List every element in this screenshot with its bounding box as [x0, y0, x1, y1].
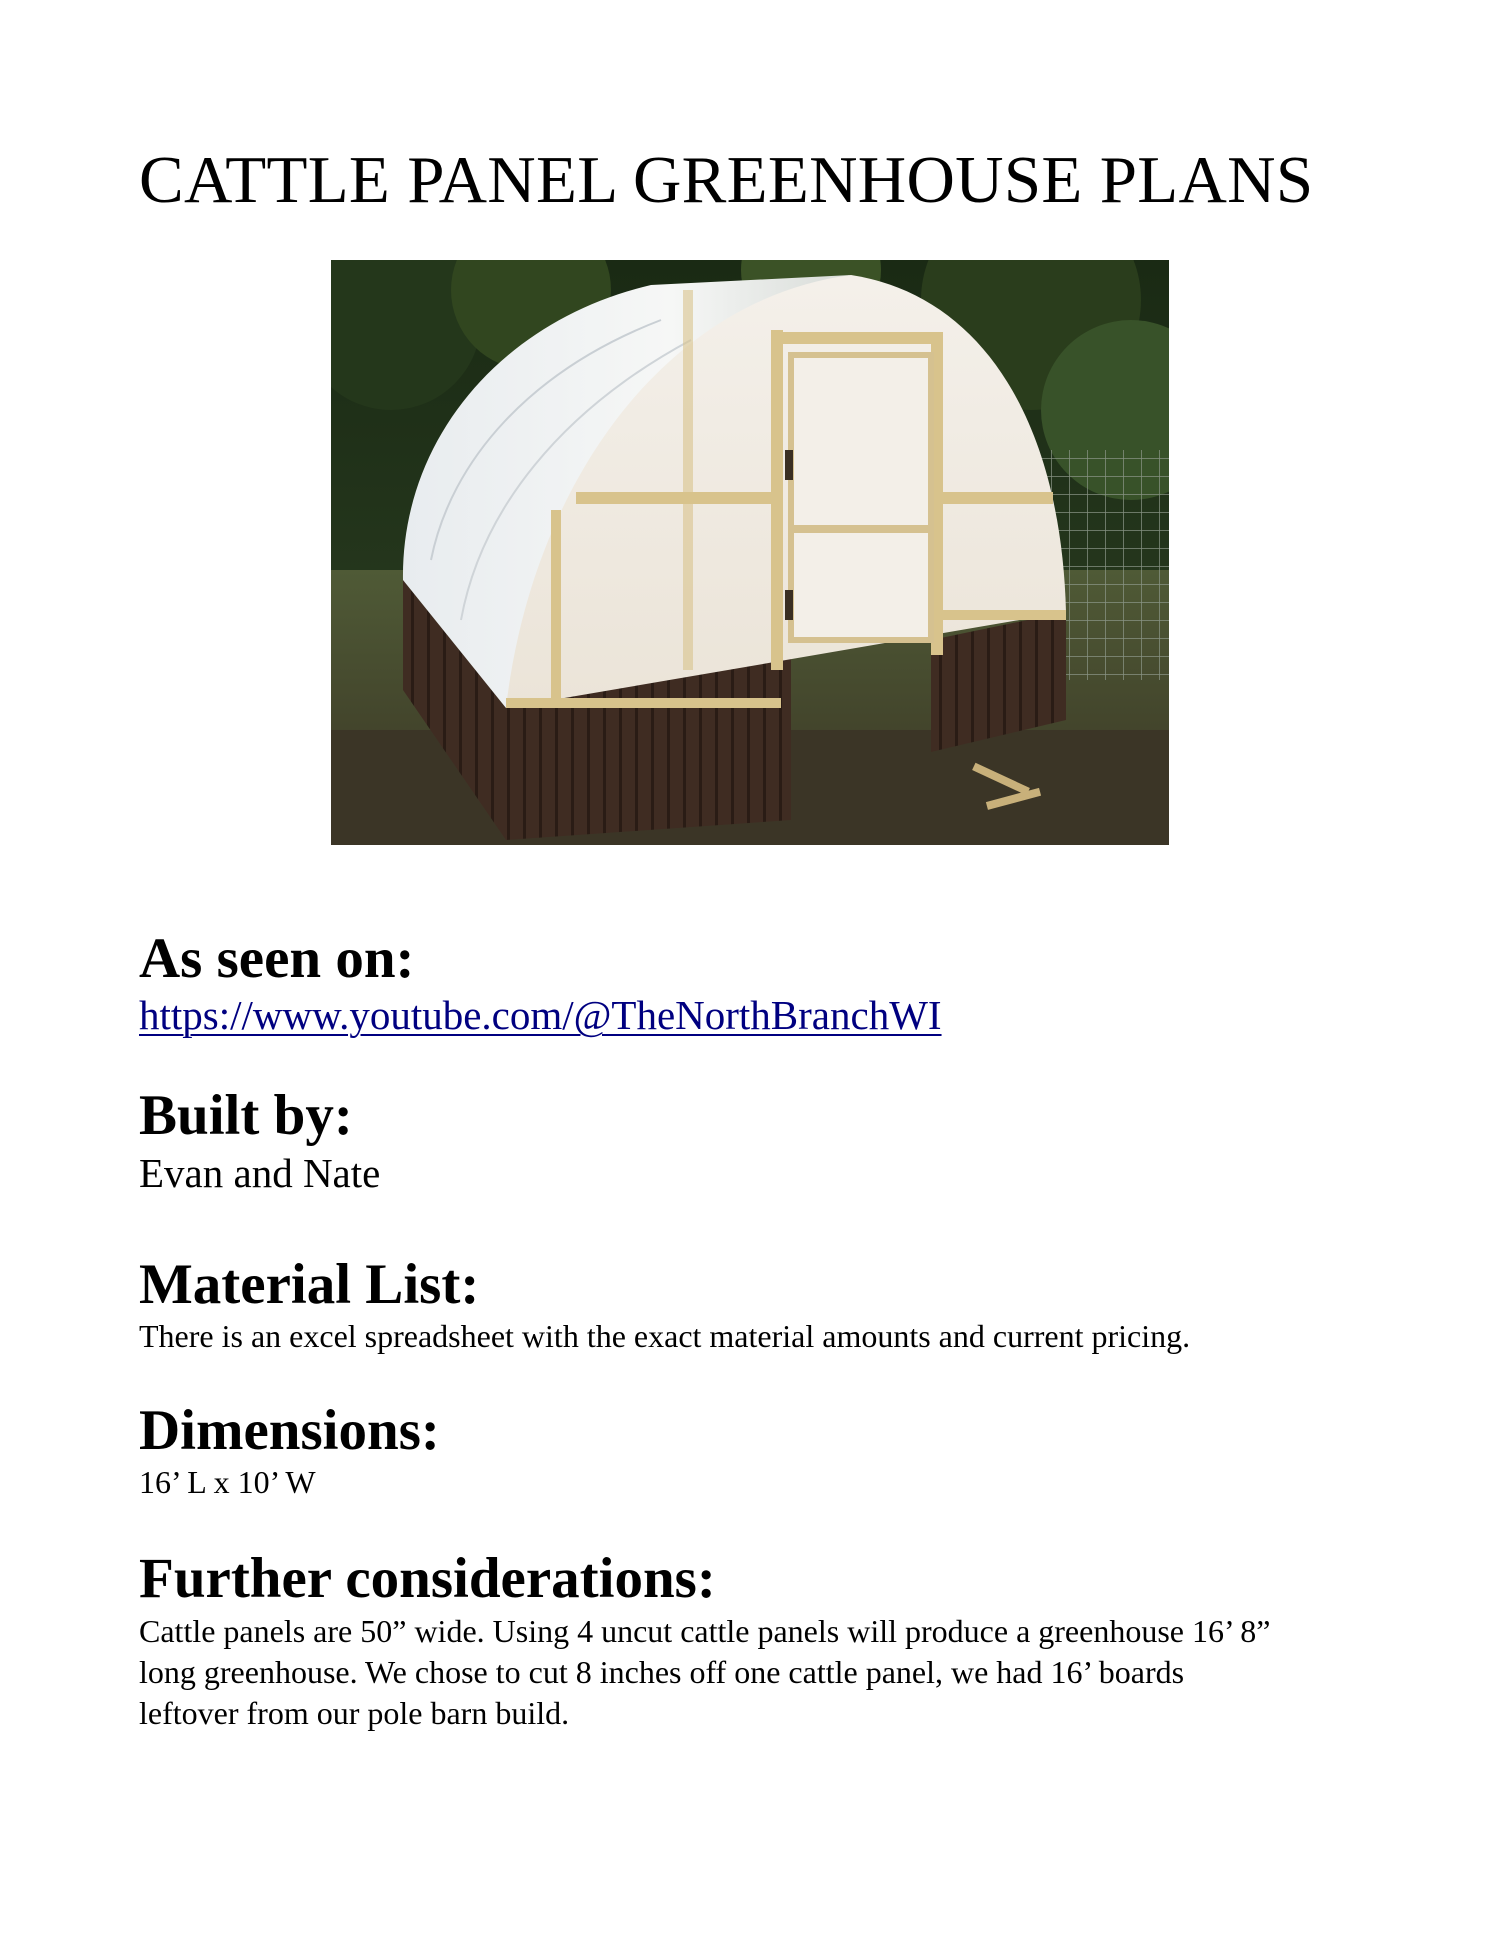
seen-on-heading: As seen on:	[139, 927, 415, 990]
built-by-text: Evan and Nate	[139, 1150, 381, 1196]
material-list-heading: Material List:	[139, 1253, 480, 1316]
further-considerations-line: Cattle panels are 50” wide. Using 4 uncut cattle panels will produce a greenhouse 16’ 8”	[139, 1613, 1271, 1649]
greenhouse-photo	[331, 260, 1169, 845]
dimensions-heading: Dimensions:	[139, 1399, 440, 1462]
dimensions-text: 16’ L x 10’ W	[139, 1464, 316, 1500]
further-considerations-line: leftover from our pole barn build.	[139, 1695, 570, 1731]
further-considerations-heading: Further considerations:	[139, 1547, 716, 1610]
built-by-heading: Built by:	[139, 1084, 353, 1147]
further-considerations-text	[139, 1611, 1389, 1734]
youtube-channel-link[interactable]: https://www.youtube.com/@TheNorthBranchWI	[139, 992, 942, 1038]
document-title: CATTLE PANEL GREENHOUSE PLANS	[139, 143, 1314, 217]
further-considerations-line: long greenhouse. We chose to cut 8 inches off one cattle panel, we had 16’ boards	[139, 1654, 1185, 1690]
material-list-text: There is an excel spreadsheet with the exact material amounts and current pricing.	[139, 1318, 1191, 1354]
